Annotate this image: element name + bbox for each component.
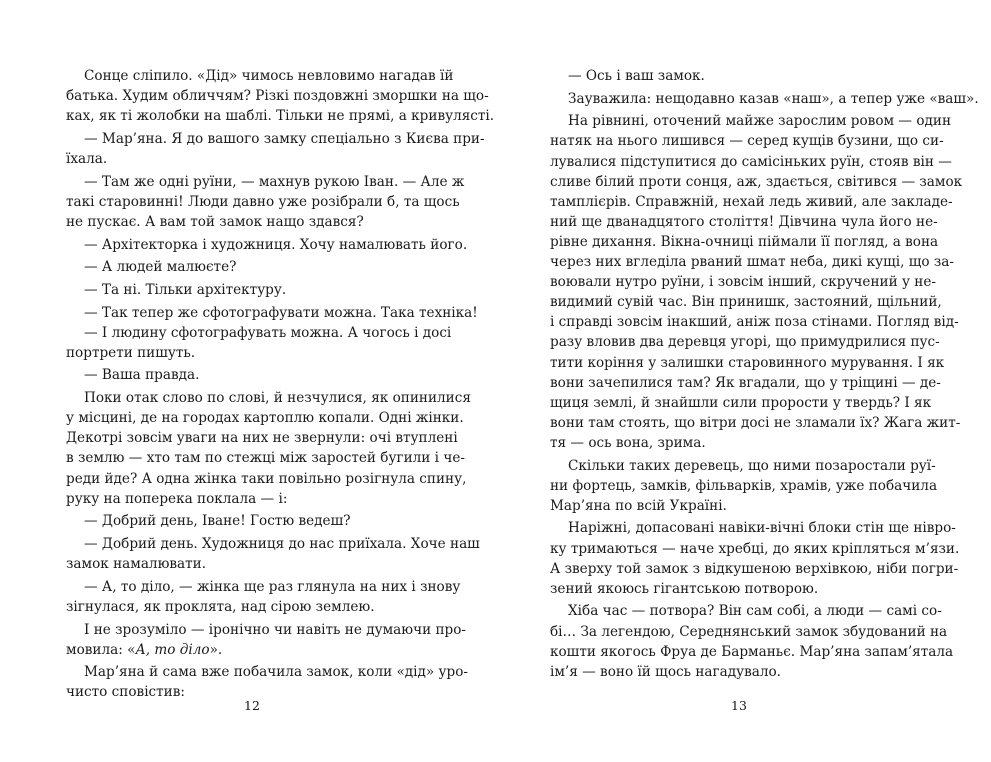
text-line: ках, як ті жолобки на шаблі. Тільки не прямі, а кривулясті. [66, 108, 495, 125]
text-line: — Мар’яна. Я до вашого замку спеціально з Києва при- [84, 130, 485, 147]
text-line: ний ще дванадцятого століття! Дівчина чула його не- [550, 213, 938, 230]
text-line: Мар’яна по всій Україні. [550, 497, 727, 514]
text-line: у місцині, де на городах картоплю копали. Одні жінки. [66, 410, 464, 427]
text-line: — Архітекторка і художниця. Хочу намалювать його. [84, 236, 468, 253]
text-line: — Добрий день, Іване! Гостю ведеш? [84, 513, 351, 530]
text-line: Хіба час — потвора? Він сам собі, а люди — самі со- [568, 603, 942, 620]
right-page-text [550, 66, 979, 682]
text-line [66, 640, 446, 660]
text-line: лувалися підступитися до самісіньких руїн, стояв він — [550, 153, 952, 170]
text-line: ім’я — воно їй щось нагадувало. [550, 663, 782, 680]
text-line: — І людину сфотографувать можна. А чогось і досі [84, 324, 452, 341]
text-line: Зауважила: нещодавно казав «наш», а тепер уже «ваш». [568, 90, 979, 107]
text-line: тя — ось вона, зрима. [550, 434, 706, 451]
text-line: вони там стоять, що вітри досі не зламали їх? Жага жит- [550, 414, 961, 431]
text-line: Поки отак слово по слові, й незчулися, як опинилися [84, 390, 471, 407]
text-line: батька. Худим обличчям? Різкі поздовжні зморшки на що- [66, 88, 489, 105]
text-line: не пускає. А вам той замок нащо здався? [66, 213, 364, 230]
text-line: На рівнині, оточений майже зарослим ровом — один [568, 113, 952, 130]
text-line: — А, то діло, — жінка ще раз глянула на них і знову [84, 578, 461, 595]
text-line: — Добрий день. Художниця до нас приїхала. Хоче наш [84, 536, 480, 552]
text-line: — А людей малюєте? [84, 259, 237, 276]
text-line: їхала. [66, 150, 108, 167]
text-line: щиця землі, й знайшли сили прорости у твердь? І як [550, 394, 932, 411]
text-line: натяк на нього лишився — серед кущів бузини, що си- [550, 133, 944, 150]
text-line: і справді зовсім інакший, аніж поза стінами. Погляд від- [550, 314, 959, 331]
left-page-text [66, 66, 495, 703]
text-line: реди йде? А одна жінка таки повільно розігнула спину, [66, 470, 467, 487]
text-line: кошти якогось Фруа де Барманьє. Мар’яна запам’ятала [550, 643, 954, 660]
text-line: через них вгледіла рваний шмат неба, дикі кущі, що за- [550, 254, 954, 271]
text-line: — Так тепер же сфотографувати можна. Така техніка! [84, 304, 478, 321]
text-line: бі… За легендою, Середнянський замок збудований на [550, 623, 948, 640]
text-line: ку тримаються — наче хребці, до яких кріпляться м’язи. [550, 540, 960, 557]
text-line: руку на поперека поклала — і: [66, 490, 288, 507]
text-line: ни фортець, замків, фільварків, храмів, уже побачила [550, 477, 938, 494]
text-line: тити коріння у залишки старовинного мурування. І як [550, 354, 945, 371]
text-line: — Та ні. Тільки архітектуру. [84, 281, 287, 298]
text-line: чисто сповістив: [66, 684, 185, 701]
text-line: — Там же одні руїни, — махнув рукою Іван. — Але ж [84, 173, 465, 190]
text-line: разу вловив два деревця угорі, що примудрилися пус- [550, 334, 940, 351]
text-line: тамплієрів. Справжній, нехай ледь живий, але закладе- [550, 193, 953, 210]
text-line: А зверху той замок з відкушеною верхівкою, ніби погри- [550, 560, 959, 577]
text-line: воювали нутро руїни, і зовсім інший, скручений у не- [550, 274, 936, 291]
text-line: замок намалювати. [66, 556, 207, 573]
text-line: Сонце сліпило. «Дід» чимось невловимо нагадав їй [84, 68, 454, 84]
text-line: Мар’яна й сама вже побачила замок, коли «дід» уро- [84, 664, 469, 681]
text-line: Декотрі зовсім уваги на них не звернули: очі втуплені [66, 430, 458, 447]
text-line: зігнулася, як проклята, над сірою землею. [66, 598, 375, 615]
text-line: — Ваша правда. [84, 367, 200, 384]
text-line: рівне дихання. Вікна-очниці піймали її погляд, а вона [550, 233, 939, 250]
text-line: Наріжні, допасовані навіки-вічні блоки стін ще нівро- [568, 520, 956, 537]
text-line: Скільки таких деревець, що ними позаростали руї- [568, 457, 936, 474]
text-line: І не зрозуміло — іронічно чи навіть не думаючи про- [84, 621, 466, 638]
text-line: — Ось і ваш замок. [568, 68, 705, 84]
italic-quote: А, то діло [135, 641, 210, 658]
text-line: портрети пишуть. [66, 344, 196, 361]
text-line: такі старовинні! Люди давно уже розібрали б, та щось [66, 193, 460, 210]
text-line: видимий сувій час. Він принишк, застояний, щільний, [550, 294, 942, 311]
text-run: мовила: « [66, 641, 136, 658]
text-run: ». [209, 641, 223, 658]
page-number-left: 12 [244, 698, 260, 713]
page-number-right: 13 [731, 698, 747, 713]
text-line: сливе білий проти сонця, аж, здається, світився — замок [550, 173, 963, 190]
text-line: вони зачепилися там? Як вгадали, що у тріщині — де- [550, 374, 941, 391]
text-line: зений якоюсь гігантською потворою. [550, 580, 819, 597]
text-line: в землю — хто там по стежці між заростей бугили і че- [66, 450, 465, 467]
